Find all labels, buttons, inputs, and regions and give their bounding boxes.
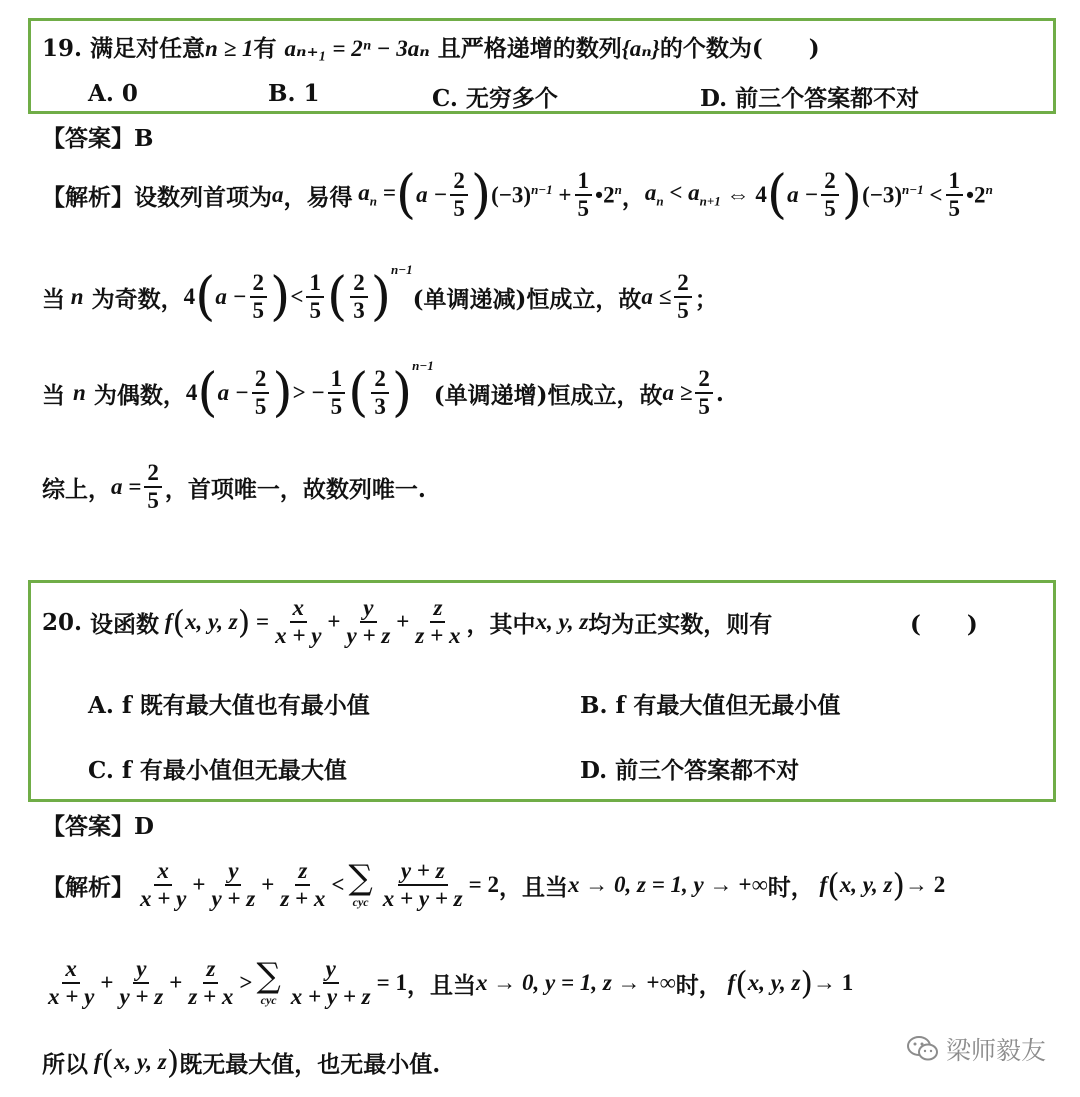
watermark [906,1031,1046,1067]
question-19-stem: 19. 满足对任意n ≥ 1有 aₙ₊₁ = 2ⁿ − 3aₙ 且严格递增的数列{aₙ}的个数为( ) [42,35,820,62]
answer-19-label: 【答案】B [42,125,154,152]
q19-option-b: B. 1 [268,80,320,107]
analysis-19-line3: 当 n 为偶数， 4 ( a − $\frac{2}{5}$ ) > − $\frac{1}{5}$ ( $\frac{2}{3}$ ) $^{n-1}$ (单调递增)恒成立，故 a ≥ $\frac{2}{5}$ . [42,358,724,423]
wechat-icon [906,1034,940,1064]
analysis-20-line2: $\frac{x}{x + y}$ + $\frac{y}{y + z}$ + $\frac{z}{z + x}$ > ∑ cyc $\frac{y}{x + y + z}$ = 1 ，且当 x → 0, y = 1, z → +∞ 时， f ( x, y, z ) → 1 [48,955,854,1009]
question-20-stem: 20. 设函数 f ( x, y, z ) = $\frac{x}{x + y}$ + $\frac{y}{y + z}$ + $\frac{z}{z + x}$ ，其中 x, y, z 均为正实数，则有 [42,594,773,648]
analysis-19-line4: 综上， a = $\frac{2}{5}$ ，首项唯一，故数列唯一. [42,459,426,513]
watermark-text: 梁师毅友 [945,1036,1046,1065]
q19-option-d: D. 前三个答案都不对 [700,85,920,112]
q20-option-a: A. f 既有最大值也有最小值 [88,692,370,719]
answer-20-label: 【答案】D [42,813,154,840]
q20-option-b: B. f 有最大值但无最小值 [580,692,841,719]
analysis-19-line1: 【解析】 设数列首项为 a ，易得 $a_n$ = ( a − $\frac{2}{5}$ ) $(-3)^{n-1}$ + $\frac{1}{5}$ •2$^n$ ， $a_n < a_{n+1}$ ⇔ 4 ( a − $\frac{2}{5}$ ) $(-3)^{n-1}$ < $\frac{1}{5}$ •2$^n$ [42,164,993,225]
analysis-20-line1: 【解析】 $\frac{x}{x + y}$ + $\frac{y}{y + z}$ + $\frac{z}{z + x}$ < ∑ cyc $\frac{y + z}{x + y + z}$ = 2 ，且当 x → 0, z = 1, y → +∞ 时， f ( x, y, z ) → 2 [42,857,946,911]
q20-paren: ( ) [910,611,978,638]
analysis-19-line2: 当 n 为奇数， 4 ( a − $\frac{2}{5}$ ) < $\frac{1}{5}$ ( $\frac{2}{3}$ ) $^{n-1}$ (单调递减)恒成立，故 a ≤ $\frac{2}{5}$ ； [42,262,718,327]
q20-option-d: D. 前三个答案都不对 [580,757,800,784]
analysis-20-line3: 所以 f ( x, y, z ) 既无最大值，也无最小值. [42,1042,441,1081]
q20-option-c: C. f 有最小值但无最大值 [88,757,347,784]
q19-option-a: A. 0 [88,80,138,107]
q19-option-c: C. 无穷多个 [432,85,558,112]
